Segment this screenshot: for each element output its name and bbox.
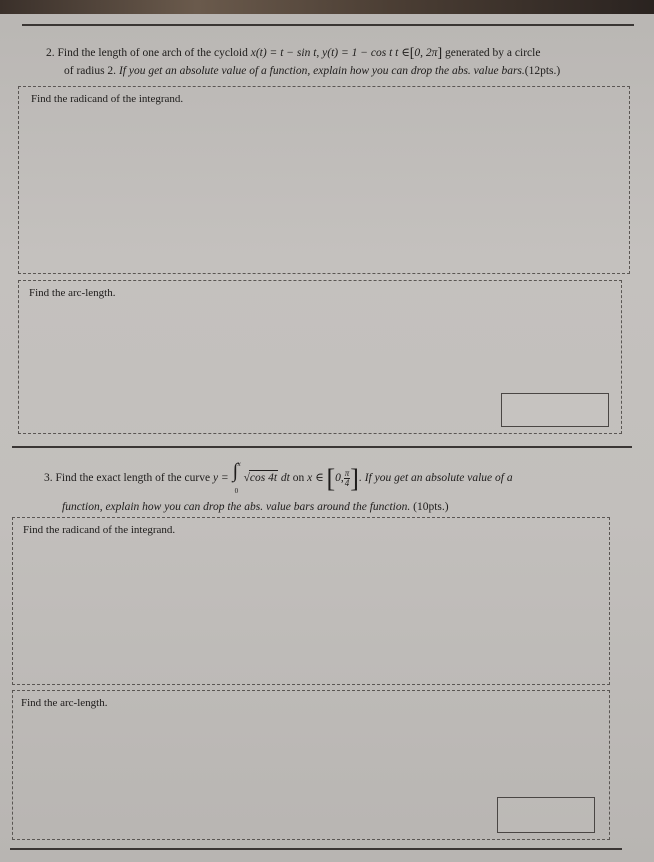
fraction-denominator: 4 [344,477,350,488]
problem-2-radicand-label: Find the radicand of the integrand. [31,93,184,105]
fraction-numerator: π [344,467,350,478]
background-edge [0,0,654,14]
problem-3-x-in: x ∈ [307,472,324,484]
integral-icon: ∫ x 0 [232,466,244,488]
problem-2-points: (12pts.) [524,65,561,77]
problem-2-arclength-box[interactable] [18,280,622,434]
problem-3-line-1 [44,460,513,495]
problem-2-instruction: If you get an absolute value of a function, explain how you can drop the abs. value bars. [118,65,525,77]
problem-3-points: (10pts.) [413,501,449,513]
problem-2-line-1 [46,46,540,61]
problem-3-line-2 [62,500,449,515]
problem-3-answer-box[interactable] [497,797,595,833]
sqrt-icon: √ [243,472,250,484]
problem-2-domain-var: t ∈ [395,47,410,59]
problem-2-number: 2. [46,47,55,59]
integral-upper-limit: x [237,460,241,468]
right-bracket-icon: ] [350,464,359,493]
problem-2-x-equation: x(t) = t − sin t, [250,47,320,59]
problem-3-instruction: function, explain how you can drop the abs. value bars around the function. [62,501,411,513]
bottom-divider [10,848,622,850]
left-bracket-icon: [ [409,46,415,61]
problem-2-line-2 [64,64,560,79]
problem-3-radicand-label: Find the radicand of the integrand. [23,524,176,536]
problem-2-y-equation: y(t) = 1 − cos t [322,47,393,59]
middle-divider [12,446,632,448]
problem-2-arclength-label: Find the arc-length. [29,287,116,299]
problem-3-interval-left: 0, [335,472,344,484]
right-bracket-icon: ] [437,46,443,61]
problem-2-answer-box[interactable] [501,393,609,427]
top-divider [22,24,634,26]
problem-3-on: on [292,472,305,484]
problem-3-integrand: cos 4t [249,472,278,484]
problem-3-arclength-box[interactable] [12,690,610,840]
problem-3-dt: dt [280,472,290,484]
problem-2-intro: Find the length of one arch of the cycloid [57,47,248,59]
problem-2-radicand-box[interactable] [18,86,630,274]
problem-3-radicand-box[interactable] [12,517,610,685]
problem-3-arclength-label: Find the arc-length. [21,697,108,709]
problem-3-intro: Find the exact length of the curve [55,472,211,484]
problem-2-domain-interval: 0, 2π [414,47,438,59]
left-bracket-icon: [ [326,464,336,493]
problem-3-y-eq: y = [212,472,229,484]
problem-2-radius: of radius 2. [64,65,117,77]
integral-lower-limit: 0 [234,487,239,495]
problem-2-tail: generated by a circle [444,47,541,59]
problem-3-italic-tail: . If you get an absolute value of a [358,472,513,484]
problem-3-number: 3. [44,472,53,484]
